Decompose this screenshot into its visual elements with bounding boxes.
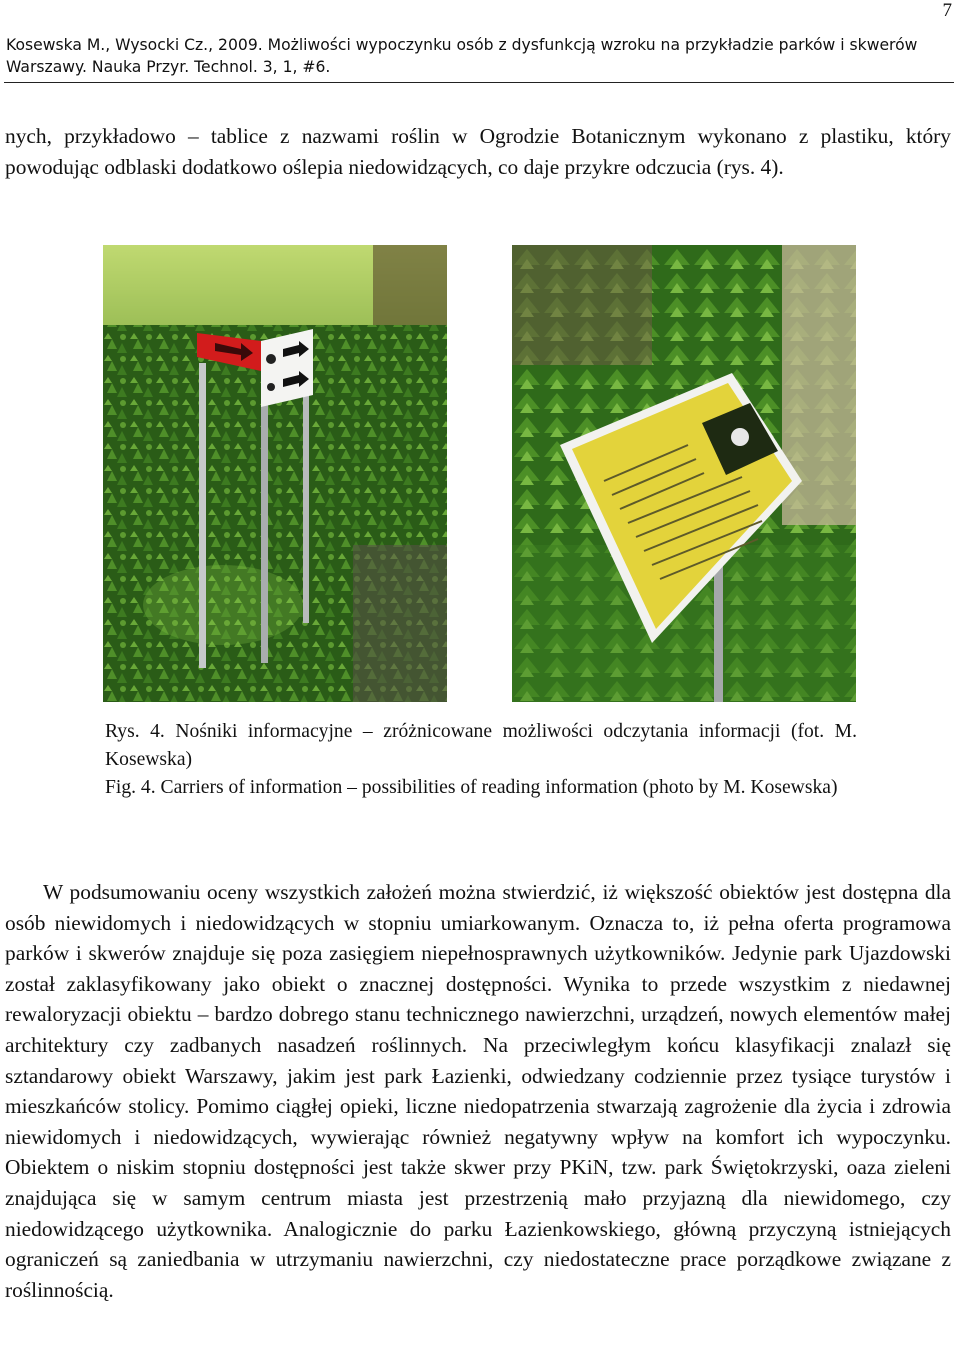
plaque-photo-illustration	[512, 245, 856, 702]
photo-signpost-in-ivy	[103, 245, 447, 702]
photo-plant-info-plaque	[512, 245, 856, 702]
body-paragraph-1: nych, przykładowo – tablice z nazwami roślin w Ogrodzie Botanicznym wykonano z plastiku, który powodując odblaski dodatkowo oślepia niedowidzących, co daje przykre odczucia (rys. 4).	[5, 124, 951, 179]
sign-post-middle	[261, 365, 268, 663]
plaque-post	[714, 555, 723, 702]
pictogram-icon	[267, 383, 275, 391]
header-divider	[4, 82, 954, 83]
pictogram-icon	[266, 354, 276, 364]
signpost-photo-illustration	[103, 245, 447, 702]
figure-caption-polish: Rys. 4. Nośniki informacyjne – zróżnicowane możliwości odczytania informacji (fot. M. Kosewska)	[105, 721, 857, 771]
running-header-citation: Kosewska M., Wysocki Cz., 2009. Możliwości wypoczynku osób z dysfunkcją wzroku na przykładzie parków i skwerów Warszawy. Nauka Przyr. Technol. 3, 1, #6.	[6, 36, 918, 76]
page-number: 7	[942, 0, 952, 21]
body-paragraph-2: W podsumowaniu oceny wszystkich założeń można stwierdzić, iż większość obiektów jest dostępna dla osób niewidomych i niedowidzących w stopniu umiarkowanym. Oznacza to, iż pełna oferta programowa parków i skwerów znajduje się poza zasięgiem niepełnosprawnych użytkowników. Jedynie park Ujazdowski został zaklasyfikowany jako obiekt o znacznej dostępności. Wynika to przede wszystkim z niedawnej rewaloryzacji obiektu – bardzo dobrego stanu technicznego nawierzchni, urządzeń, nowych elementów małej architektury czy zadbanych nasadzeń roślinnych. Na przeciwległym końcu klasyfikacji znalazł się sztandarowy obiekt Warszawy, jakim jest park Łazienki, odwiedzany codziennie przez tysiące turystów i mieszkańców stolicy. Pomimo ciągłej opieki, liczne niedopatrzenia stwarzają zagrożenie dla życia i zdrowia niewidomych i niedowidzących, wywierając również negatywny wpływ na komfort ich wypoczynku. Obiektem o niskim stopniu dostępności jest także skwer przy PKiN, tzw. park Świętokrzyski, oaza zieleni znajdująca się w samym centrum miasta jest przestrzenią mało przyjazną dla niewidomego, czy niedowidzącego użytkownika. Analogicznie do parku Łazienkowskiego, główną przyczyną istniejących ograniczeń są zaniedbania w utrzymaniu nawierzchni, czy niedostateczne prace porządkowe związane z roślinnością.	[5, 880, 951, 1302]
sign-post-right	[303, 363, 309, 623]
figure-caption-english: Fig. 4. Carriers of information – possibilities of reading information (photo by M. Kosewska)	[105, 777, 838, 798]
white-arrow-sign	[261, 329, 313, 407]
sign-post-left	[199, 363, 206, 668]
flower-icon	[731, 428, 749, 446]
